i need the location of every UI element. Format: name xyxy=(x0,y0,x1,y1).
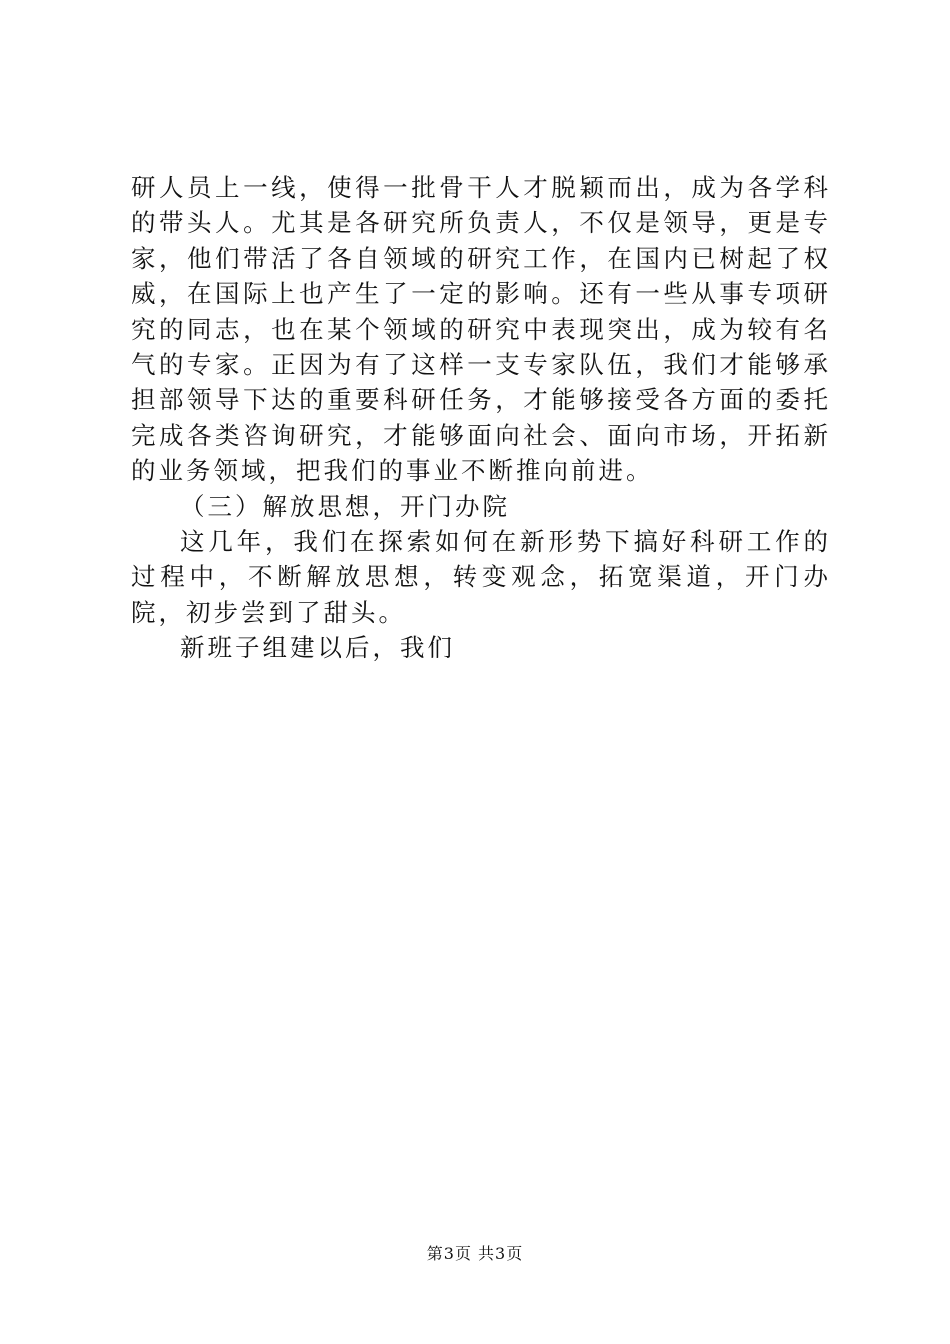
section-heading: （三）解放思想，开门办院 xyxy=(180,491,510,521)
document-body xyxy=(131,170,831,666)
page-footer xyxy=(0,1244,950,1264)
paragraph-continuation: 研人员上一线，使得一批骨干人才脱颖而出，成为各学科的带头人。尤其是各研究所负责人，不仅是领导，更是专家，他们带活了各自领域的研究工作，在国内已树起了权威，在国际上也产生了一定的影响。还有一些从事专项研究的同志，也在某个领域的研究中表现突出，成为较有名气的专家。正因为有了这样一支专家队伍，我们才能够承担部领导下达的重要科研任务，才能够接受各方面的委托完成各类咨询研究，才能够面向社会、面向市场，开拓新的业务领域，把我们的事业不断推向前进。 xyxy=(131,173,831,486)
page-number: 第3页 共3页 xyxy=(426,1244,524,1263)
paragraph: 新班子组建以后，我们 xyxy=(180,633,455,663)
paragraph: 这几年，我们在探索如何在新形势下搞好科研工作的过程中，不断解放思想，转变观念，拓宽渠道，开门办院，初步尝到了甜头。 xyxy=(131,527,831,627)
